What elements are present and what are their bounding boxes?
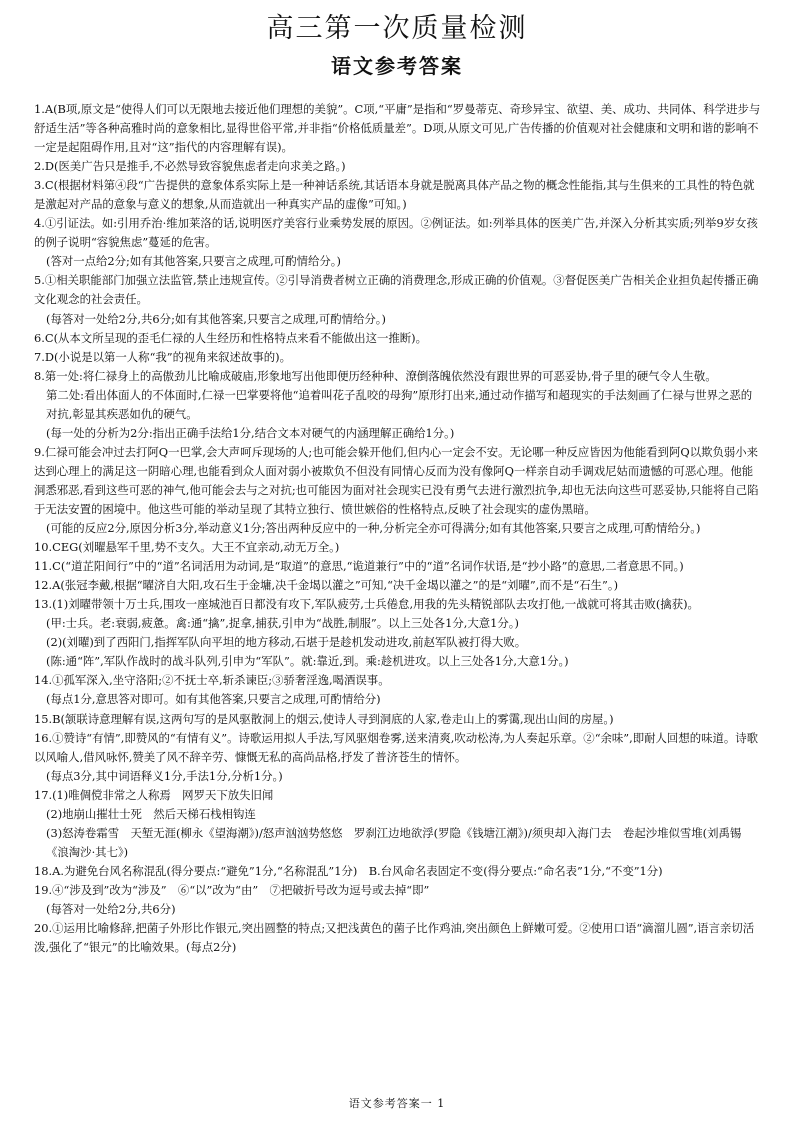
scoring-note-13-2: (陈:通“阵”,军队作战时的战斗队列,引申为“军队”。就:靠近,到。乘:趁机进攻。以上三处各1分,大意1分。) bbox=[46, 654, 569, 669]
answer-item-3: 3.C(根据材料第④段“广告提供的意象体系实际上是一种神话系统,其话语本身就是脱离具体产品之物的概念性能指,其与生俱来的工具性的特色就是激起对产品的意象与意义的想象,从而造就出一种真实产品的虚像”可知。) bbox=[34, 178, 755, 212]
answer-item-17-2: (2)地崩山摧壮士死 然后天梯石栈相钩连 bbox=[46, 806, 256, 821]
answer-item-8a: 8.第一处:将仁禄身上的高傲劲儿比喻成破庙,形象地写出他即便历经种种、潦倒落魄依然没有跟世界的可恶妥协,骨子里的硬气令人生敬。 bbox=[34, 368, 717, 383]
answer-item-13-1: 13.(1)刘曜带领十万士兵,围攻一座城池百日都没有攻下,军队疲劳,士兵倦怠,用我的先头精锐部队去攻打他,一战就可将其击败(擒获)。 bbox=[34, 597, 699, 612]
answer-item-4: 4.①引证法。如:引用乔治·维加莱洛的话,说明医疗美容行业乘势发展的原因。②例证法。如:列举具体的医美广告,并深入分析其实质;列举9岁女孩的例子说明“容貌焦虑”蔓延的危害。 bbox=[34, 216, 758, 250]
answer-item-12: 12.A(张冠李戴,根据“曜济自大阳,攻石生于金墉,决千金堨以灌之”可知,“决千金堨以灌之”的是“刘曜”,而不是“石生”。) bbox=[34, 578, 619, 593]
answer-body bbox=[34, 100, 762, 957]
answer-item-17-3: (3)怒涛卷霜雪 天堑无涯(柳永《望海潮》)/怒声汹汹势悠悠 罗刹江边地欲浮(罗隐《钱塘江潮》)/须臾却入海门去 卷起沙堆似雪堆(刘禹锡《浪淘沙·其七》) bbox=[46, 825, 742, 859]
answer-item-2: 2.D(医美广告只是推手,不必然导致容貌焦虑者走向求美之路。) bbox=[34, 159, 346, 174]
scoring-note-9: (可能的反应2分,原因分析3分,举动意义1分;答出两种反应中的一种,分析完全亦可得满分;如有其他答案,只要言之成理,可酌情给分。) bbox=[46, 521, 701, 536]
answer-item-6: 6.C(从本文所呈现的歪毛仁禄的人生经历和性格特点来看不能做出这一推断)。 bbox=[34, 330, 427, 345]
answer-item-13-2: (2)(刘曜)到了西阳门,指挥军队向平坦的地方移动,石堪于是趁机发动进攻,前赵军队被打得大败。 bbox=[46, 635, 527, 650]
answer-item-7: 7.D(小说是以第一人称“我”的视角来叙述故事的)。 bbox=[34, 349, 291, 364]
answer-item-19: 19.④“涉及到”改为“涉及” ⑥“以”改为“由” ⑦把破折号改为逗号或去掉“即” bbox=[34, 882, 430, 897]
scoring-note-16: (每点3分,其中词语释义1分,手法1分,分析1分。) bbox=[46, 768, 283, 783]
answer-item-17-1: 17.(1)唯倜傥非常之人称焉 网罗天下放失旧闻 bbox=[34, 787, 274, 802]
answer-item-15: 15.B(颔联诗意理解有误,这两句写的是风驱散洞上的烟云,使诗人寻到洞底的人家,卷走山上的雾霭,现出山间的房屋。) bbox=[34, 711, 614, 726]
scoring-note-14: (每点1分,意思答对即可。如有其他答案,只要言之成理,可酌情给分) bbox=[46, 692, 381, 707]
answer-item-11: 11.C(“道芷阳间行”中的“道”名词活用为动词,是“取道”的意思,“诡道兼行”中的“道”名词作状语,是“抄小路”的意思,二者意思不同。) bbox=[34, 559, 684, 574]
answer-item-8b: 第二处:看出体面人的不体面时,仁禄一巴掌要将他“追着叫花子乱咬的母狗”原形打出来,通过动作描写和超现实的手法刻画了仁禄与世界之恶的对抗,彰显其疾恶如仇的硬气。 bbox=[46, 387, 753, 421]
answer-item-10: 10.CEG(刘曜悬军千里,势不支久。大王不宜亲动,动无万全。) bbox=[34, 540, 340, 555]
scoring-note-13-1: (甲:士兵。老:衰弱,疲惫。禽:通“擒”,捉拿,捕获,引申为“战胜,制服”。以上三处各1分,大意1分。) bbox=[46, 616, 519, 631]
scoring-note-4: (答对一点给2分;如有其他答案,只要言之成理,可酌情给分。) bbox=[46, 254, 341, 269]
scoring-note-19: (每答对一处给2分,共6分) bbox=[46, 901, 176, 916]
page-subtitle: 语文参考答案 bbox=[331, 54, 463, 78]
page-title: 高三第一次质量检测 bbox=[266, 13, 528, 44]
answer-item-5: 5.①相关职能部门加强立法监管,禁止违规宣传。②引导消费者树立正确的消费理念,形成正确的价值观。③督促医美广告相关企业担负起传播正确文化观念的社会责任。 bbox=[34, 273, 759, 307]
answer-item-20: 20.①运用比喻修辞,把菌子外形比作银元,突出圆整的特点;又把浅黄色的菌子比作鸡油,突出颜色上鲜嫩可爱。②使用口语“滴溜儿圆”,语言亲切活泼,强化了“银元”的比喻效果。(每点2分) bbox=[34, 921, 755, 955]
answer-item-9: 9.仁禄可能会冲过去打阿Q一巴掌,会大声呵斥现场的人;也可能会躲开他们,但内心一定会不安。无论哪一种反应皆因为他能看到阿Q以欺负弱小来达到心理上的满足这一阴暗心理,也能看到众人面对弱小被欺负不但没有同情心反而为没有像阿Q一样亲自动手调戏尼姑而遗憾的可恶心理。他能洞悉邪恶,看到这些可恶的神气,他可能会去与之对抗;也可能因为面对社会现实已没有勇气去进行激烈抗争,却也无法向这些可恶妥协,只能将自己陷于无法安置的困境中。他这些可能的举动呈现了其特立独行、愤世嫉俗的性格特点,反映了社会现实的虚伪黑暗。 bbox=[34, 444, 759, 516]
scoring-note-5: (每答对一处给2分,共6分;如有其他答案,只要言之成理,可酌情给分。) bbox=[46, 311, 386, 326]
answer-item-16: 16.①赞诗“有情”,即赞风的“有情有义”。诗歌运用拟人手法,写风驱烟卷雾,送来清爽,吹动松涛,为人奏起乐章。②“余味”,即耐人回想的味道。诗歌以风喻人,借风咏怀,赞美了风不辞辛劳、慷慨无私的高尚品格,抒发了普济苍生的情怀。 bbox=[34, 730, 759, 764]
page-footer: 语文参考答案一 1 bbox=[348, 1097, 446, 1110]
answer-item-18: 18.A.为避免台风名称混乱(得分要点:“避免”1分,“名称混乱”1分) B.台风命名表固定不变(得分要点:“命名表”1分,“不变”1分) bbox=[34, 863, 663, 878]
answer-item-1: 1.A(B项,原文是“使得人们可以无限地去接近他们理想的美貌”。C项,“平庸”是指和“罗曼蒂克、奇珍异宝、欲望、美、成功、共同体、科学进步与舒适生活”等各种高雅时尚的意象相比,显得世俗平常,并非指“价格低质量差”。D项,从原文可见,广告传播的价值观对社会健康和文明和谐的影响不一定是起阻碍作用,且对“这”指代的内容理解有误)。 bbox=[34, 102, 761, 155]
scoring-note-8: (每一处的分析为2分:指出正确手法给1分,结合文本对硬气的内涵理解正确给1分。) bbox=[46, 425, 455, 440]
answer-item-14: 14.①孤军深入,坐守洛阳;②不抚士卒,斩杀谏臣;③骄奢淫逸,喝酒误事。 bbox=[34, 673, 390, 688]
